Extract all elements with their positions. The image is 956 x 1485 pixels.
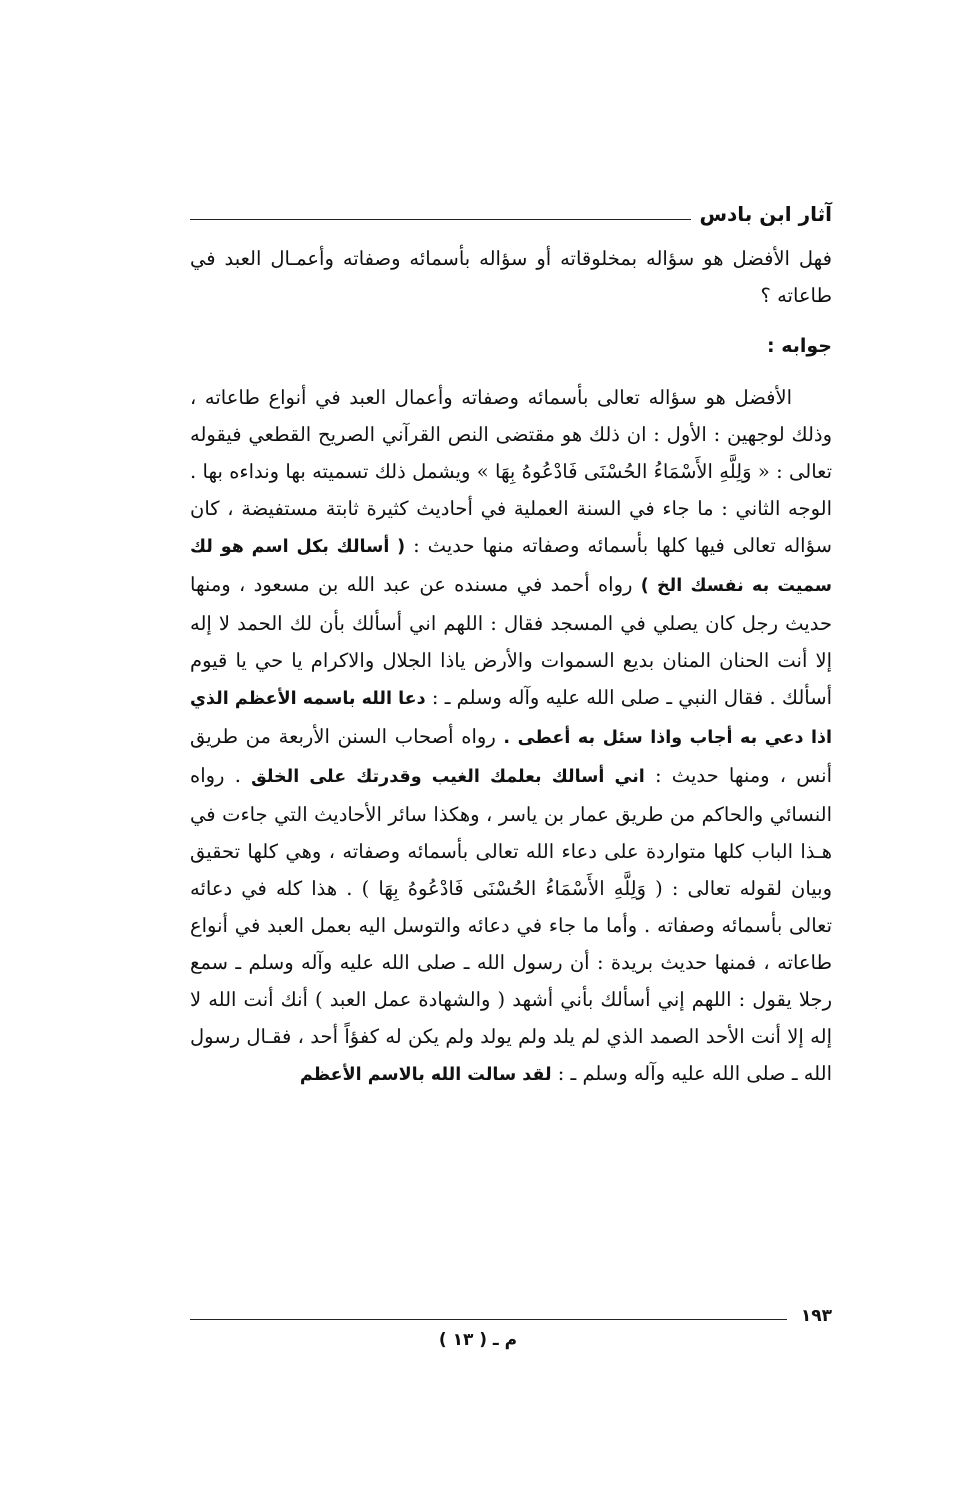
answer-paragraph — [190, 379, 832, 1094]
question-paragraph: فهل الأفضل هو سؤاله بمخلوقاته أو سؤاله بأسمائه وصفاته وأعمـال العبد في طاعاته ؟ — [190, 247, 832, 307]
footer-rule — [190, 1319, 787, 1320]
header-rule — [190, 219, 691, 220]
page-footer — [190, 1296, 832, 1326]
running-header-title: آثار ابن بادس — [699, 202, 832, 226]
answer-text-3: رواه أصحاب السنن الأربعة من طريق أنس ، ومنها حديث : — [190, 725, 833, 787]
answer-text-2: رواه أحمد في مسنده عن عبد الله بن مسعود ، ومنها حديث رجل كان يصلي في المسجد فقال : اللهم اني أسألك بأن لك الحمد لا إله إلا أنت الحنان المنان بديع السموات والأرض ياذا الجلال والاكرام يا حي يا قيوم أسألك . فقال النبي ـ صلى الله عليه وآله وسلم ـ : — [190, 573, 832, 709]
hadith-quote-2: دعا الله باسمه الأعظم الذي اذا دعي به أجاب واذا سئل به أعطى . — [190, 689, 832, 748]
hadith-quote-1: ( أسالك بكل اسم هو لك سميت به نفسك الخ ) — [190, 537, 832, 596]
main-text — [190, 240, 832, 1094]
printer-signature: م ـ ( ١٣ ) — [438, 1330, 518, 1350]
answer-text-1: الأفضل هو سؤاله تعالى بأسمائه وصفاته وأعمال العبد في أنواع طاعاته ، وذلك لوجهين : الأول : ان ذلك هو مقتضى النص القرآني الصريح القطعي فيقوله تعالى : « وَلِلَّهِ الأَسْمَاءُ الحُسْنَى فَادْعُوهُ بِهَا » ويشمل ذلك تسميته بها ونداءه بها . الوجه الثاني : ما جاء في السنة العملية في أحاديث كثيرة ثابتة مستفيضة ، كان سؤاله تعالى فيها كلها بأسمائه وصفاته منها حديث : — [190, 386, 832, 557]
hadith-quote-3: اني أسالك بعلمك الغيب وقدرتك على الخلق — [251, 767, 645, 787]
answer-text-4: . رواه النسائي والحاكم من طريق عمار بن ياسر ، وهكذا سائر الأحاديث التي جاءت في هـذا الباب كلها متواردة على دعاء الله تعالى بأسمائه وصفاته ، وهي كلها تحقيق وبيان لقوله تعالى : ( وَلِلَّهِ الأَسْمَاءُ الحُسْنَى فَادْعُوهُ بِهَا ) . هذا كله في دعائه تعالى بأسمائه وصفاته . وأما ما جاء في دعائه والتوسل اليه بعمل العبد في أنواع طاعاته ، فمنها حديث بريدة : أن رسول الله ـ صلى الله عليه وآله وسلم ـ سمع رجلا يقول : اللهم إني أسألك بأني أشهد ( والشهادة عمل العبد ) أنك أنت الله لا إله إلا أنت الأحد الصمد الذي لم يلد ولم يولد ولم يكن له كفؤاً أحد ، فقـال رسول الله ـ صلى الله عليه وآله وسلم ـ : — [190, 764, 833, 1085]
running-header — [190, 188, 832, 228]
hadith-quote-4: لقد سالت الله بالاسم الأعظم — [299, 1065, 552, 1085]
page-number: ١٩٣ — [800, 1306, 832, 1326]
answer-heading: جوابه : — [767, 335, 832, 357]
